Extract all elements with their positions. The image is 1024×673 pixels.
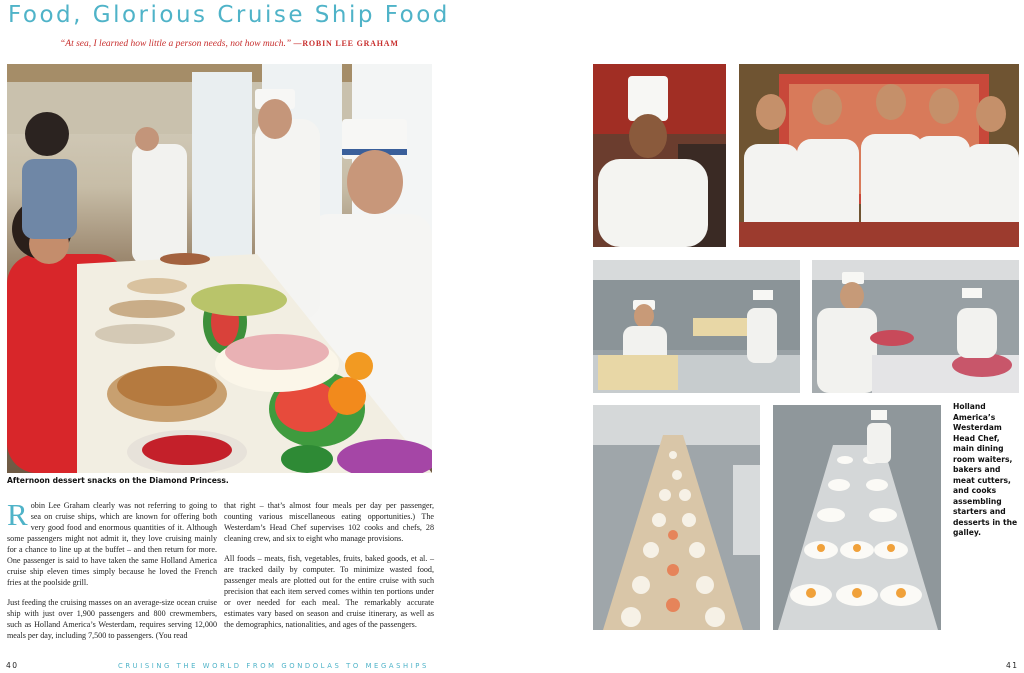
buffet-photo (7, 64, 432, 473)
page-title: Food, Glorious Cruise Ship Food (8, 2, 450, 28)
galley-photos-caption: Holland America’s Westerdam Head Chef, main dining room waiters, bakers and meat cutters, and cooks assembling starters and desserts in the galley. (953, 402, 1018, 537)
quote-text: “At sea, I learned how little a person needs, not how much.” (60, 39, 292, 49)
bakers-illustration (593, 260, 800, 393)
text-column-left (7, 497, 217, 650)
text-column-right (224, 500, 434, 639)
quote-author: —ROBIN LEE GRAHAM (293, 39, 399, 48)
starters-illustration (593, 405, 760, 630)
head-chef-photo (593, 64, 726, 247)
page-number-right: 41 (1006, 661, 1019, 670)
paragraph-1: Robin Lee Graham clearly was not referring to going to sea on cruise ships, which are known for offering both very good food and enormous quantities of it. Although some passengers might not admit it, they love cruising mainly for a chance to line up at the buffet – and then return for more. One passenger is said to have taken the same Holland America cruise ship eleven times simply because he loved the French fries at the poolside grill. (7, 497, 217, 587)
paragraph-3: that right – that’s almost four meals per day per passenger, counting various miscellaneous eating opportunities.) The Westerdam’s Head Chef supervises 102 cooks and chefs, 28 cleaning crew, and six to eight who manage provisions. (224, 501, 434, 543)
buffet-illustration (7, 64, 432, 473)
epigraph-quote (60, 39, 399, 49)
meat-cutters-illustration (812, 260, 1019, 393)
main-photo-caption: Afternoon dessert snacks on the Diamond Princess. (7, 476, 229, 485)
running-head: CRUISING THE WORLD FROM GONDOLAS TO MEGASHIPS (118, 662, 429, 670)
paragraph-4: All foods – meats, fish, vegetables, fruits, baked goods, et al. – are tracked daily by computer. To minimize wasted food, passenger meals are plotted out for the entire cruise with such precision that each item served comes within ten portions under or over needed for each meal. The remarkably accurate estimates vary based on season and cruise itinerary, as well as the demographics, nationalities, and ages of the passengers. (224, 554, 434, 629)
waiters-photo (739, 64, 1019, 247)
drop-cap: R (7, 497, 28, 532)
paragraph-2: Just feeding the cruising masses on an average-size ocean cruise ship with just over 1,900 passengers and 800 crewmembers, such as Holland America’s Westerdam, requires serving 12,000 meals per day, including 7,500 to passengers. (You read (7, 598, 217, 640)
desserts-illustration (773, 405, 941, 630)
bakers-photo (593, 260, 800, 393)
page-number-left: 40 (6, 661, 19, 670)
desserts-photo (773, 405, 941, 630)
meat-cutters-photo (812, 260, 1019, 393)
starters-photo (593, 405, 760, 630)
waiters-illustration (739, 64, 1019, 247)
head-chef-illustration (593, 64, 726, 247)
